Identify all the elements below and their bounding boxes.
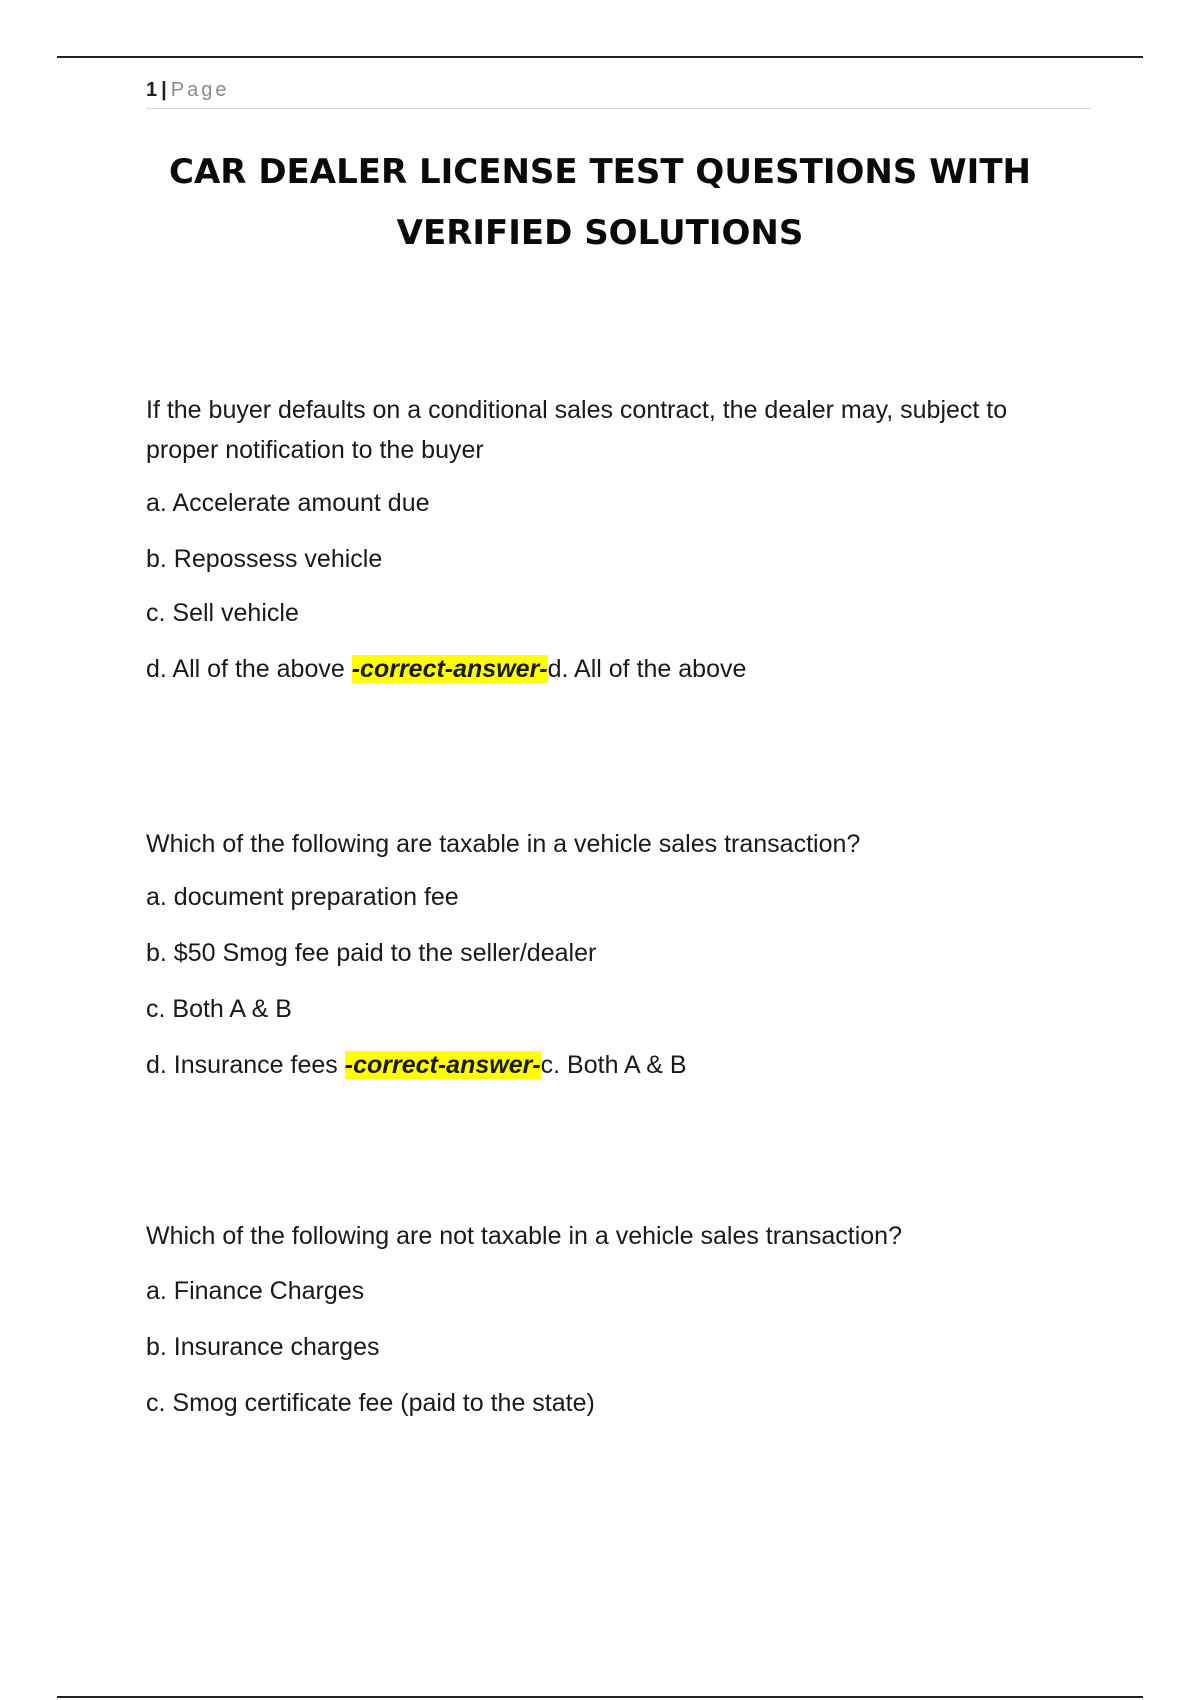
question-3 [146, 1216, 1086, 1420]
option-d: d. All of the above [146, 655, 345, 683]
document-title [100, 142, 1100, 264]
question-text: Which of the following are not taxable in a vehicle sales transaction? [146, 1222, 902, 1250]
correct-answer: d. All of the above [547, 655, 747, 683]
page-header [146, 76, 1092, 109]
option-c: c. Both A & B [146, 995, 292, 1023]
document-title-line-2: VERIFIED SOLUTIONS [396, 213, 804, 253]
option-d-with-answer [146, 652, 1086, 686]
option-a: a. Finance Charges [146, 1277, 365, 1305]
correct-answer: c. Both A & B [540, 1051, 687, 1079]
option-c: c. Smog certificate fee (paid to the state) [146, 1389, 595, 1417]
correct-answer-highlight: -correct-answer- [344, 1051, 541, 1079]
option-c: c. Sell vehicle [146, 599, 299, 627]
document-title-line-1: CAR DEALER LICENSE TEST QUESTIONS WITH [169, 152, 1031, 192]
option-d-with-answer [146, 1048, 1086, 1082]
correct-answer-highlight: -correct-answer- [351, 655, 548, 683]
question-text: Which of the following are taxable in a vehicle sales transaction? [146, 830, 861, 858]
question-2 [146, 824, 1086, 1082]
option-a: a. Accelerate amount due [146, 489, 430, 517]
question-1 [146, 390, 1086, 686]
bottom-rule [57, 1696, 1143, 1698]
question-text: If the buyer defaults on a conditional sales contract, the dealer may, subject to proper notification to the buyer [146, 396, 1008, 464]
option-b: b. Repossess vehicle [146, 545, 383, 573]
page-number: 1 [146, 79, 158, 101]
option-b: b. Insurance charges [146, 1333, 380, 1361]
page-number-separator: | [161, 79, 167, 101]
option-d: d. Insurance fees [146, 1051, 338, 1079]
page-label: Page [170, 79, 230, 101]
top-rule [57, 56, 1143, 58]
option-b: b. $50 Smog fee paid to the seller/dealer [146, 939, 597, 967]
option-a: a. document preparation fee [146, 883, 459, 911]
